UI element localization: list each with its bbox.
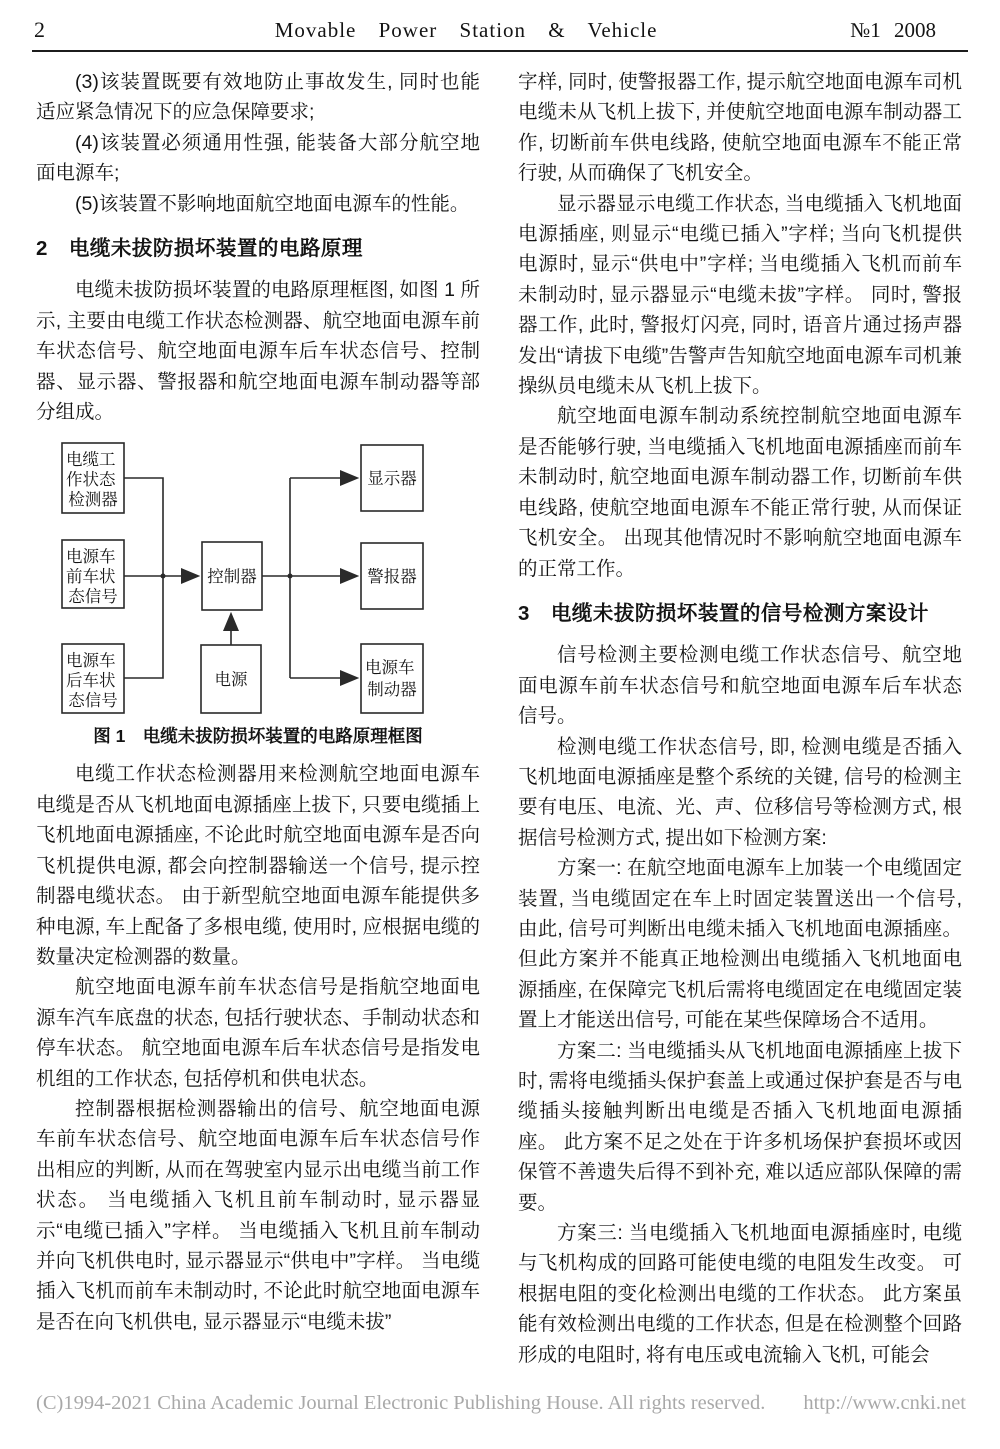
copyright-text: (C)1994-2021 China Academic Journal Electronic Publishing House. All rights reserved. (36, 1392, 766, 1414)
paragraph: 显示器显示电缆工作状态, 当电缆插入飞机地面电源插座, 则显示“电缆已插入”字样; 当向飞机提供电源时, 显示“供电中”字样; 当电缆插入飞机而前车未制动时, 显示器显示“电缆未拔”字样。 同时, 警报器工作, 此时, 警报灯闪亮, 同时, 语音片通过扬声器发出“请拔下电缆”告警声告知航空地面电源车司机兼操纵员电缆未从飞机上拔下。 (518, 192, 962, 398)
right-column (518, 67, 962, 1370)
paragraph: (3)该装置既要有效地防止事故发生, 同时也能适应紧急情况下的应急保障要求; (36, 71, 480, 124)
two-column-body (0, 52, 1000, 1370)
paragraph: 航空地面电源车制动系统控制航空地面电源车是否能够行驶, 当电缆插入飞机地面电源插座而前车未制动时, 航空地面电源车制动器工作, 切断前车供电线路, 使航空地面电源车不能正常行驶, 从而保证飞机安全。 出现其他情况时不影响航空地面电源车的正常工作。 (518, 405, 962, 580)
junction-dot (288, 574, 293, 579)
copyright-footer (36, 1392, 966, 1415)
paragraph: 检测电缆工作状态信号, 即, 检测电缆是否插入飞机地面电源插座是整个系统的关键, 信号的检测主要有电压、电流、光、声、位移信号等检测方式, 根据信号检测方式, 提出如下检测方案: (518, 735, 962, 849)
power-label: 电源 (214, 671, 248, 690)
paragraph: (5)该装置不影响地面航空地面电源车的性能。 (75, 192, 470, 215)
figure-circuit-block-diagram (58, 435, 480, 719)
paragraph: 方案二: 当电缆插头从飞机地面电源插座上拔下时, 需将电缆插头保护套盖上或通过保护套是否与电缆插头接触判断出电缆是否插入飞机地面电源插座。 此方案不足之处在于许多机场保护套损坏或因保管不善遗失后得不到补充, 难以适应部队保障的需要。 (518, 1039, 962, 1214)
rear-signal-label: 电源车 后车状 态信号 (65, 652, 118, 711)
paragraph: 电缆工作状态检测器用来检测航空地面电源车电缆是否从飞机地面电源插座上拔下, 只要电缆插上飞机地面电源插座, 不论此时航空地面电源车是否向飞机提供电源, 都会向控制器输送一个信号, 提示控制器电缆状态。 由于新型航空地面电源车能提供多种电源, 车上配备了多根电缆, 使用时, 应根据电缆的数量决定检测器的数量。 (36, 763, 480, 968)
block-diagram-svg (58, 435, 450, 719)
paragraph: 控制器根据检测器输出的信号、航空地面电源车前车状态信号、航空地面电源车后车状态信号作出相应的判断, 从而在驾驶室内显示出电缆当前工作状态。 当电缆插入飞机且前车制动时, 显示器显示“电缆已插入”字样。 当电缆插入飞机且前车制动并向飞机供电时, 显示器显示“供电中”字样。 当电缆插入飞机而前车未制动时, 不论此时航空地面电源车是否在向飞机供电, 显示器显示“电缆未拔” (36, 1097, 480, 1333)
paragraph: (4)该装置必须通用性强, 能装备大部分航空地面电源车; (36, 131, 480, 185)
brake-label: 电源车 制动器 (364, 659, 417, 700)
brake-box (361, 644, 423, 713)
left-bus-line (124, 478, 163, 678)
junction-dot (161, 574, 166, 579)
front-signal-label: 电源车 前车状 态信号 (65, 548, 118, 607)
alarm-label: 警报器 (367, 568, 417, 587)
section-heading-2: 2 电缆未拔防损坏装置的电路原理 (36, 237, 363, 261)
page-number: 2 (34, 17, 45, 42)
paragraph: 航空地面电源车前车状态信号是指航空地面电源车汽车底盘的状态, 包括行驶状态、手制动状态和停车状态。 航空地面电源车后车状态信号是指发电机组的工作状态, 包括停机和供电状态。 (36, 976, 480, 1090)
paragraph: 方案三: 当电缆插入飞机地面电源插座时, 电缆与飞机构成的回路可能使电缆的电阻发生改变。 可根据电阻的变化检测出电缆的工作状态。 此方案虽能有效检测出电缆的工作状态, 但是在检测整个回路形成的电阻时, 将有电压或电流输入飞机, 可能会 (518, 1222, 962, 1366)
paragraph-continuation: 字样, 同时, 使警报器工作, 提示航空地面电源车司机电缆未从飞机上拔下, 并使航空地面电源车制动器工作, 切断前车供电线路, 使航空地面电源车不能正常行驶, 从而确保了飞机安全。 (518, 71, 962, 185)
paragraph: 电缆未拔防损坏装置的电路原理框图, 如图 1 所示, 主要由电缆工作状态检测器、航空地面电源车前车状态信号、航空地面电源车后车状态信号、控制器、显示器、警报器和航空地面电源车制动器等部分组成。 (36, 279, 480, 424)
left-column (36, 67, 480, 1370)
section-heading-3: 3 电缆未拔防损坏装置的信号检测方案设计 (518, 601, 929, 625)
paragraph: 方案一: 在航空地面电源车上加装一个电缆固定装置, 当电缆固定在车上时固定装置送出一个信号, 由此, 信号可判断出电缆未插入飞机地面电源插座。 但此方案并不能真正地检测出电缆插入飞机地面电源插座, 在保障完飞机后需将电缆固定在电缆固定装置上才能送出信号, 可能在某些保障场合不适用。 (518, 857, 962, 1032)
display-label: 显示器 (367, 470, 417, 489)
controller-label: 控制器 (207, 568, 257, 587)
paragraph: 信号检测主要检测电缆工作状态信号、航空地面电源车前车状态信号和航空地面电源车后车状态信号。 (518, 644, 962, 728)
figure-caption: 图 1 电缆未拔防损坏装置的电路原理框图 (93, 726, 423, 747)
page-header (0, 0, 1000, 47)
journal-title: Movable Power Station & Vehicle (274, 18, 658, 42)
detector-label: 电缆工 作状态 检测器 (65, 451, 118, 510)
issue-label: №1 2008 (850, 18, 936, 42)
cnki-url: http://www.cnki.net (803, 1392, 966, 1414)
